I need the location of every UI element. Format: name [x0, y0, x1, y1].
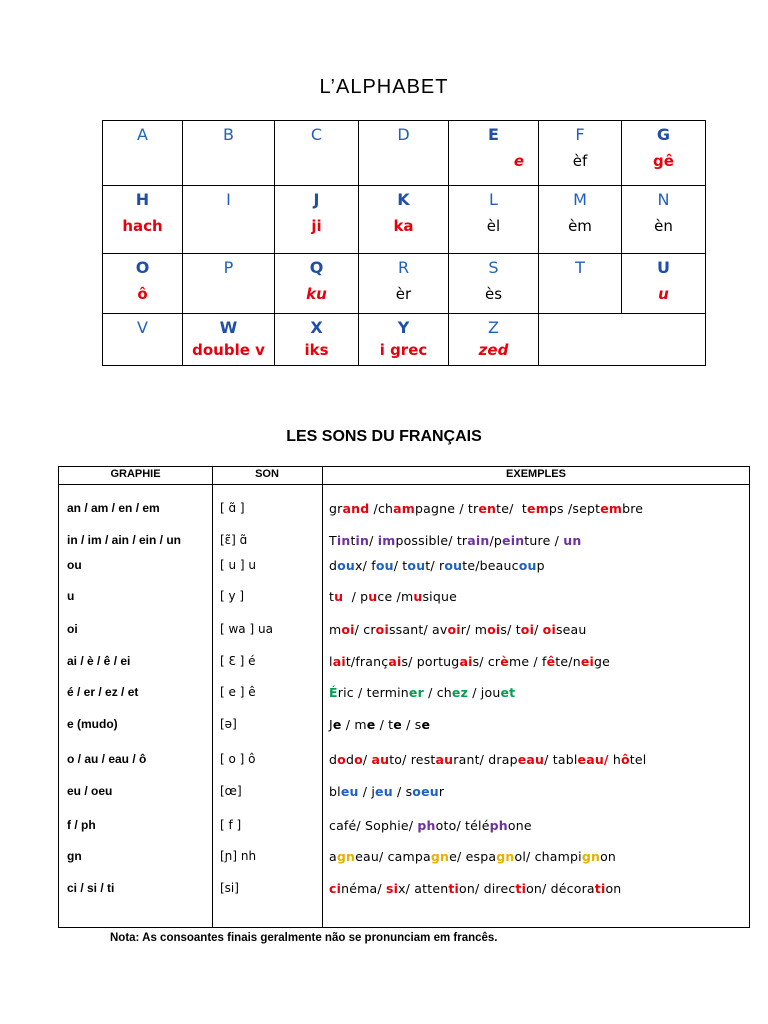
highlight-segment: ain [467, 533, 490, 548]
highlight-segment: u [413, 589, 423, 604]
highlight-segment: e [393, 717, 402, 732]
graphie-cell: u [67, 589, 75, 603]
text-segment: me / f [508, 654, 547, 669]
letter: Z [488, 318, 499, 337]
text-segment: J [329, 717, 333, 732]
highlight-segment: e [366, 717, 376, 732]
sons-row [59, 717, 749, 737]
son-cell: [ f ] [220, 818, 242, 832]
text-segment: / [362, 752, 372, 767]
text-segment: on [605, 881, 622, 896]
text-segment: ce /m [377, 589, 414, 604]
alphabet-cell [183, 254, 275, 314]
pronunciation: e [513, 152, 524, 170]
text-segment: pagne / tr [415, 501, 479, 516]
text-segment: gr [329, 501, 343, 516]
text-segment: /ch [369, 501, 394, 516]
highlight-segment: au [435, 752, 454, 767]
letter: C [310, 125, 323, 144]
highlight-segment: u [368, 589, 378, 604]
alphabet-cell [449, 186, 539, 254]
text-segment: / jou [468, 685, 501, 700]
exemples-cell [329, 818, 532, 833]
highlight-segment: ou [444, 558, 463, 573]
letter: E [488, 125, 499, 144]
alphabet-cell [275, 121, 359, 186]
pronunciation: èr [395, 285, 412, 303]
pronunciation: èn [654, 217, 673, 235]
text-segment: on/ décora [526, 881, 595, 896]
graphie-cell: an / am / en / em [67, 501, 160, 515]
pronunciation: ô [137, 285, 148, 303]
text-segment: / m [341, 717, 367, 732]
text-segment: h [608, 752, 621, 767]
text-segment: / cr [354, 622, 376, 637]
highlight-segment: gn [581, 849, 601, 864]
text-segment: ps /sept [548, 501, 601, 516]
letter: Q [309, 258, 324, 277]
highlight-segment: ti [448, 881, 460, 896]
alphabet-cell [275, 254, 359, 314]
letter: J [313, 190, 320, 209]
alphabet-cell [359, 121, 449, 186]
exemples-cell [329, 622, 587, 637]
highlight-segment: ez [451, 685, 469, 700]
pronunciation: èm [568, 217, 592, 235]
highlight-segment: ai [459, 654, 473, 669]
letter: W [219, 318, 238, 337]
alphabet-cell [103, 121, 183, 186]
letter: H [135, 190, 150, 209]
text-segment: eau/ campa [355, 849, 431, 864]
text-segment: ric / termin [337, 685, 409, 700]
highlight-segment: ai [388, 654, 402, 669]
alphabet-cell [103, 254, 183, 314]
alphabet-cell [622, 121, 706, 186]
letter: X [310, 318, 323, 337]
alphabet-cell [183, 186, 275, 254]
text-segment: néma/ [341, 881, 386, 896]
letter: N [657, 190, 670, 209]
letter: M [573, 190, 587, 209]
text-segment: t/franç [345, 654, 389, 669]
highlight-segment: ou [518, 558, 537, 573]
text-segment: ture / [524, 533, 564, 548]
text-segment: /p [489, 533, 503, 548]
sons-title: LES SONS DU FRANÇAIS [286, 428, 482, 445]
highlight-segment: u [334, 589, 344, 604]
text-segment: r [438, 784, 445, 799]
alphabet-cell-empty [539, 314, 706, 366]
highlight-segment: au [371, 752, 390, 767]
highlight-segment: gn [496, 849, 515, 864]
text-segment: p [536, 558, 545, 573]
alphabet-cell [359, 314, 449, 366]
text-segment: d [329, 752, 338, 767]
alphabet-cell [103, 314, 183, 366]
header-divider [59, 484, 749, 485]
text-segment: s/ t [500, 622, 521, 637]
text-segment: on [600, 849, 617, 864]
letter: L [489, 190, 498, 209]
son-cell: [ə] [220, 717, 237, 731]
text-segment: bl [329, 784, 341, 799]
letter: F [575, 125, 585, 144]
pronunciation: hach [122, 217, 163, 235]
son-cell: [ u ] u [220, 558, 257, 572]
text-segment: te/n [555, 654, 581, 669]
header-graphie: GRAPHIE [110, 468, 161, 480]
sons-row [59, 685, 749, 705]
highlight-segment: ou [407, 558, 426, 573]
letter: T [575, 258, 585, 277]
exemples-cell [329, 589, 457, 604]
highlight-segment: and [342, 501, 370, 516]
exemples-cell [329, 784, 444, 799]
text-segment: rant/ drap [453, 752, 518, 767]
alphabet-cell [449, 314, 539, 366]
letter: P [223, 258, 234, 277]
text-segment: t/ r [425, 558, 445, 573]
graphie-cell: ai / è / ê / ei [67, 654, 131, 668]
highlight-segment: eu [340, 784, 359, 799]
highlight-segment: em [600, 501, 623, 516]
highlight-segment: oeu [412, 784, 439, 799]
highlight-segment: oi [447, 622, 461, 637]
highlight-segment: en [478, 501, 497, 516]
highlight-segment: et [500, 685, 516, 700]
exemples-cell [329, 849, 616, 864]
son-cell: [ y ] [220, 589, 245, 603]
pronunciation: ès [484, 285, 503, 303]
pronunciation: ku [306, 285, 327, 303]
son-cell: [si] [220, 881, 239, 895]
text-segment: / tabl [544, 752, 578, 767]
pronunciation: ji [311, 217, 322, 235]
text-segment: / ch [423, 685, 452, 700]
graphie-cell: in / im / ain / ein / un [67, 533, 182, 547]
sons-row [59, 654, 749, 674]
letter: U [657, 258, 670, 277]
letter: R [397, 258, 410, 277]
sons-row [59, 818, 749, 838]
header-exemples: EXEMPLES [506, 468, 566, 480]
text-segment: r/ m [460, 622, 488, 637]
text-segment: café/ Sophie/ [329, 818, 418, 833]
sons-table [58, 466, 750, 928]
highlight-segment: oi [487, 622, 501, 637]
sons-row [59, 533, 749, 553]
text-segment: ssant/ av [388, 622, 448, 637]
highlight-segment: eau [517, 752, 545, 767]
pronunciation: i grec [379, 341, 428, 359]
highlight-segment: ei [580, 654, 594, 669]
exemples-cell [329, 881, 621, 896]
header-son: SON [255, 468, 279, 480]
highlight-segment: ci [329, 881, 342, 896]
sons-row [59, 589, 749, 609]
highlight-segment: ai [332, 654, 346, 669]
pronunciation: u [658, 285, 669, 303]
exemples-cell [329, 654, 610, 669]
letter: S [488, 258, 499, 277]
text-segment: e/ espa [449, 849, 497, 864]
letter: K [397, 190, 410, 209]
son-cell: [ Ɛ ] é [220, 654, 256, 668]
alphabet-table [102, 120, 706, 366]
highlight-segment: er [408, 685, 424, 700]
pronunciation: iks [304, 341, 329, 359]
sons-row [59, 784, 749, 804]
text-segment: x/ f [355, 558, 376, 573]
text-segment: / p [343, 589, 369, 604]
graphie-cell: ci / si / ti [67, 881, 115, 895]
letter: G [656, 125, 671, 144]
text-segment: ol/ champi [514, 849, 582, 864]
letter: V [137, 318, 148, 337]
highlight-segment: ô [621, 752, 630, 767]
alphabet-cell [539, 186, 622, 254]
highlight-segment: in [336, 533, 351, 548]
son-cell: [ ɑ̃ ] [220, 501, 245, 515]
highlight-segment: ê [546, 654, 556, 669]
highlight-segment: gn [336, 849, 356, 864]
text-segment: seau [555, 622, 587, 637]
text-segment: d [329, 558, 338, 573]
sons-row [59, 622, 749, 642]
son-cell: [ wa ] ua [220, 622, 273, 636]
letter: A [137, 125, 148, 144]
graphie-cell: f / ph [67, 818, 96, 832]
text-segment: tel [629, 752, 647, 767]
pronunciation: zed [478, 341, 509, 359]
highlight-segment: in [355, 533, 370, 548]
alphabet-cell [449, 121, 539, 186]
text-segment: t [329, 589, 335, 604]
pronunciation: double v [192, 341, 265, 359]
exemples-cell [329, 685, 515, 700]
highlight-segment: ti [515, 881, 527, 896]
text-segment: one [507, 818, 532, 833]
pronunciation: ka [393, 217, 414, 235]
alphabet-cell [103, 186, 183, 254]
exemples-cell [329, 558, 545, 573]
exemples-cell [329, 717, 430, 732]
text-segment: possible/ tr [395, 533, 468, 548]
alphabet-cell [275, 314, 359, 366]
highlight-segment: É [329, 685, 338, 700]
sons-row [59, 501, 749, 521]
highlight-segment: ein [502, 533, 525, 548]
alphabet-cell [359, 186, 449, 254]
highlight-segment: oi [341, 622, 355, 637]
alphabet-cell [183, 121, 275, 186]
pronunciation: èf [572, 152, 588, 170]
highlight-segment: e [421, 717, 431, 732]
alphabet-cell [622, 186, 706, 254]
text-segment: / s [401, 717, 422, 732]
text-segment: on/ direc [459, 881, 516, 896]
highlight-segment: un [563, 533, 582, 548]
highlight-segment: e [332, 717, 342, 732]
alphabet-cell [449, 254, 539, 314]
text-segment: x/ atten [398, 881, 449, 896]
son-cell: [ e ] ê [220, 685, 256, 699]
text-segment: te/ t [496, 501, 528, 516]
graphie-cell: gn [67, 849, 82, 863]
highlight-segment: o [354, 752, 363, 767]
text-segment: / t [375, 717, 394, 732]
graphie-cell: ou [67, 558, 82, 572]
text-segment: s/ cr [472, 654, 501, 669]
son-cell: [ o ] ô [220, 752, 256, 766]
highlight-segment: im [377, 533, 396, 548]
highlight-segment: ph [417, 818, 436, 833]
sons-row [59, 558, 749, 578]
text-segment: / [534, 622, 543, 637]
exemples-cell [329, 501, 643, 516]
letter: O [135, 258, 150, 277]
highlight-segment: oi [542, 622, 556, 637]
text-segment: / t [393, 558, 408, 573]
highlight-segment: gn [430, 849, 450, 864]
text-segment: / s [392, 784, 413, 799]
text-segment: m [329, 622, 342, 637]
son-cell: [ɛ̃] ɑ̃ [220, 533, 248, 547]
highlight-segment: eau/ [577, 752, 609, 767]
graphie-cell: eu / oeu [67, 784, 113, 798]
alphabet-cell [359, 254, 449, 314]
highlight-segment: ti [594, 881, 606, 896]
text-segment: T [329, 533, 337, 548]
graphie-cell: e (mudo) [67, 717, 118, 731]
exemples-cell [329, 533, 581, 548]
pronunciation: gê [653, 152, 674, 170]
highlight-segment: em [527, 501, 549, 516]
sons-row [59, 881, 749, 901]
letter: B [223, 125, 234, 144]
highlight-segment: è [500, 654, 509, 669]
alphabet-cell [539, 254, 622, 314]
text-segment: to/ rest [389, 752, 436, 767]
highlight-segment: oi [375, 622, 389, 637]
alphabet-cell [539, 121, 622, 186]
son-cell: [œ] [220, 784, 242, 798]
letter: Y [397, 318, 410, 337]
sons-row [59, 752, 749, 772]
son-cell: [ɲ] nh [220, 849, 257, 863]
text-segment: ge [594, 654, 611, 669]
text-segment: l [329, 654, 333, 669]
graphie-cell: é / er / ez / et [67, 685, 139, 699]
exemples-cell [329, 752, 646, 767]
sons-row [59, 849, 749, 869]
text-segment: d [345, 752, 355, 767]
highlight-segment: ou [337, 558, 356, 573]
highlight-segment: ph [489, 818, 508, 833]
text-segment: s/ portug [401, 654, 460, 669]
highlight-segment: oi [520, 622, 535, 637]
highlight-segment: eu [375, 784, 393, 799]
alphabet-title: L’ALPHABET [319, 76, 449, 98]
highlight-segment: o [337, 752, 346, 767]
highlight-segment: si [385, 881, 399, 896]
alphabet-cell [622, 254, 706, 314]
text-segment: bre [622, 501, 644, 516]
text-segment: / [369, 533, 378, 548]
nota: Nota: As consoantes finais geralmente não se pronunciam em francês. [110, 932, 498, 944]
text-segment: a [329, 849, 337, 864]
graphie-cell: oi [67, 622, 78, 636]
letter: I [226, 190, 231, 209]
text-segment: sique [422, 589, 457, 604]
graphie-cell: o / au / eau / ô [67, 752, 147, 766]
text-segment: t [350, 533, 356, 548]
text-segment: / j [358, 784, 376, 799]
text-segment: te/beauc [462, 558, 519, 573]
alphabet-cell [275, 186, 359, 254]
text-segment: oto/ télé [435, 818, 490, 833]
highlight-segment: am [393, 501, 416, 516]
letter: D [397, 125, 410, 144]
highlight-segment: ou [375, 558, 394, 573]
alphabet-cell [183, 314, 275, 366]
pronunciation: èl [486, 217, 501, 235]
